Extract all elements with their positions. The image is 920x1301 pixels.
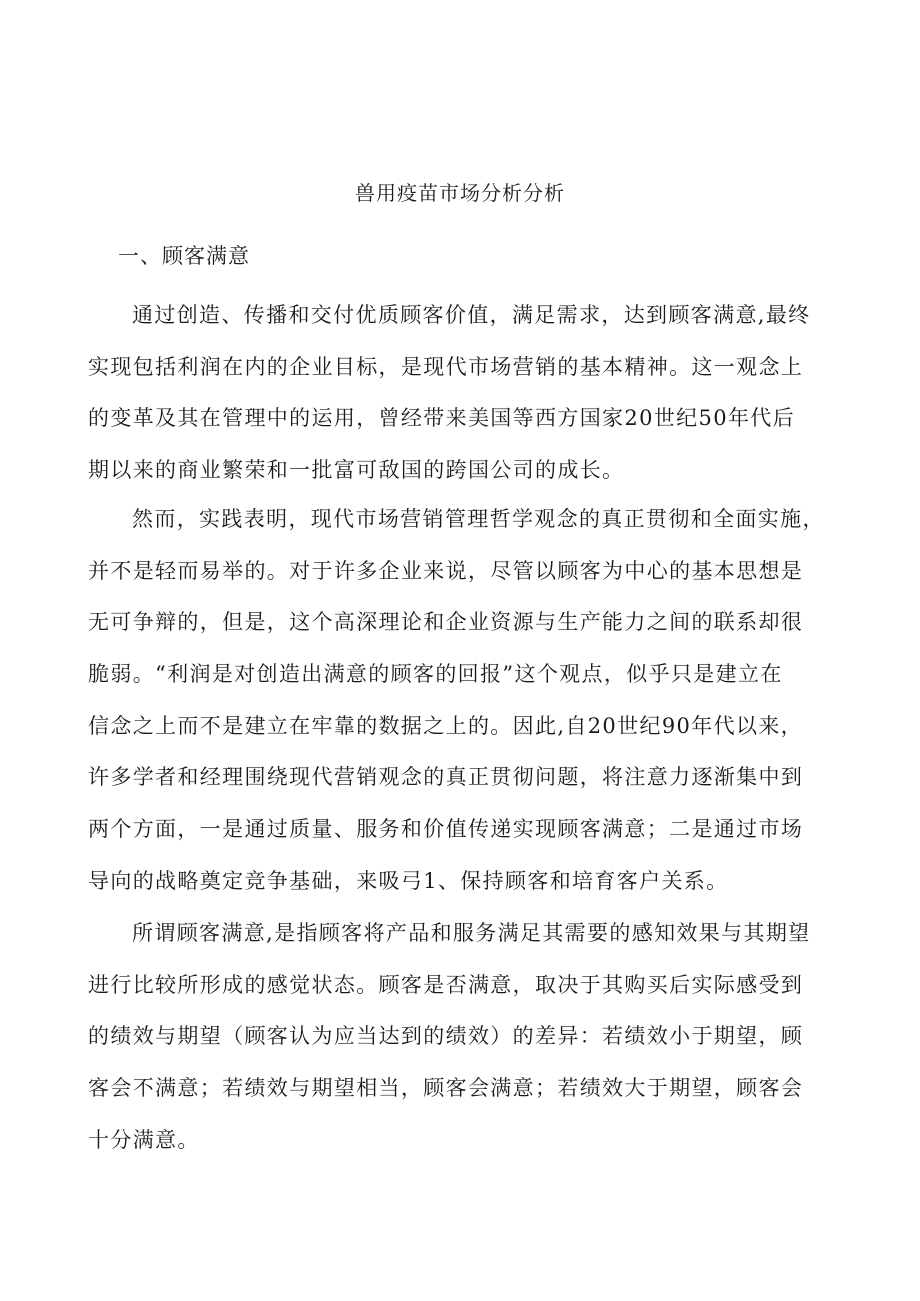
paragraph-2	[0, 494, 920, 908]
document-title: 兽用疫苗市场分析分析	[355, 181, 565, 205]
paragraph-line: 然而，实践表明，现代市场营销管理哲学观念的真正贯彻和全面实施，	[132, 507, 825, 531]
paragraph-line: 实现包括利润在内的企业目标，是现代市场营销的基本精神。这一观念上	[88, 354, 804, 379]
paragraph-line: 的变革及其在管理中的运用，曾经带来美国等西方国家20世纪50年代后	[88, 406, 795, 431]
paragraph-line: 两个方面，一是通过质量、服务和价值传递实现顾客满意；二是通过市场	[88, 817, 804, 842]
paragraph-3	[0, 908, 920, 1166]
paragraph-line: 无可争辩的，但是，这个高深理论和企业资源与生产能力之间的联系却很	[88, 610, 804, 635]
paragraph-1	[0, 290, 920, 497]
paragraph-line: 客会不满意；若绩效与期望相当，顾客会满意；若绩效大于期望，顾客会	[88, 1076, 804, 1101]
paragraph-line: 通过创造、传播和交付优质顾客价值，满足需求，达到顾客满意,最终	[132, 303, 811, 327]
paragraph-line: 所谓顾客满意,是指顾客将产品和服务满足其需要的感知效果与其期望	[132, 921, 811, 945]
paragraph-line: 脆弱。“利润是对创造出满意的顾客的回报”这个观点，似乎只是建立在	[88, 662, 783, 687]
paragraph-line: 进行比较所形成的感觉状态。顾客是否满意，取决于其购买后实际感受到	[88, 972, 804, 997]
paragraph-line: 并不是轻而易举的。对于许多企业来说，尽管以顾客为中心的基本思想是	[88, 558, 804, 583]
section-heading: 一、顾客满意	[118, 244, 250, 268]
paragraph-line: 许多学者和经理围绕现代营销观念的真正贯彻问题，将注意力逐渐集中到	[88, 765, 804, 790]
paragraph-line: 导向的战略奠定竞争基础，来吸弓1、保持顾客和培育客户关系。	[88, 868, 729, 893]
paragraph-line: 的绩效与期望（顾客认为应当达到的绩效）的差异：若绩效小于期望，顾	[88, 1024, 804, 1049]
paragraph-line: 十分满意。	[88, 1127, 200, 1152]
paragraph-line: 期以来的商业繁荣和一批富可敌国的跨国公司的成长。	[88, 458, 625, 483]
paragraph-line: 信念之上而不是建立在牢靠的数据之上的。因此,自20世纪90年代以来，	[88, 713, 804, 738]
